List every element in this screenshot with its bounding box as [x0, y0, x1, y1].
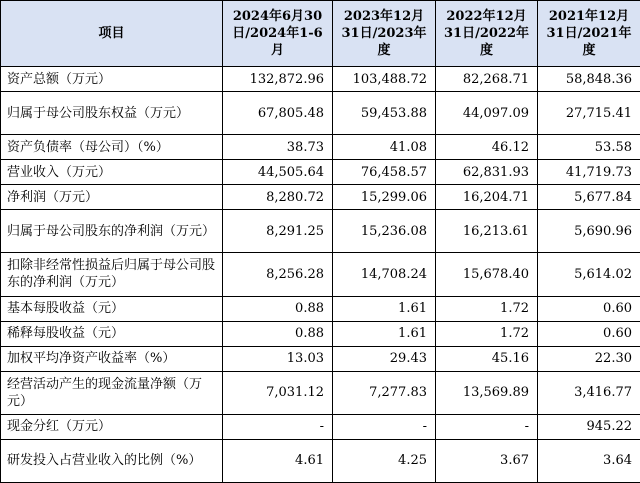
- cell-value: 7,277.83: [333, 371, 436, 414]
- table-row: [1, 321, 640, 346]
- cell-value: 1.72: [436, 296, 538, 321]
- table-row: [1, 296, 640, 321]
- cell-value: 22.30: [538, 346, 640, 371]
- cell-value: 41.08: [333, 135, 436, 160]
- cell-value: 16,213.61: [436, 210, 538, 253]
- row-label: 加权平均净资产收益率（%）: [1, 346, 223, 371]
- cell-value: 0.88: [223, 321, 333, 346]
- header-period-2023: 2023年12月31日/2023年度: [333, 1, 436, 67]
- header-item: 项目: [1, 1, 223, 67]
- header-period-2022: 2022年12月31日/2022年度: [436, 1, 538, 67]
- cell-value: 62,831.93: [436, 160, 538, 185]
- cell-value: 4.25: [333, 439, 436, 482]
- cell-value: 0.60: [538, 296, 640, 321]
- cell-value: 132,872.96: [223, 67, 333, 92]
- cell-value: 15,236.08: [333, 210, 436, 253]
- cell-value: 46.12: [436, 135, 538, 160]
- cell-value: 27,715.41: [538, 92, 640, 135]
- table-row: [1, 346, 640, 371]
- cell-value: -: [223, 414, 333, 439]
- cell-value: 41,719.73: [538, 160, 640, 185]
- cell-value: 8,256.28: [223, 253, 333, 296]
- cell-value: 1.61: [333, 321, 436, 346]
- table-row: [1, 253, 640, 296]
- cell-value: 4.61: [223, 439, 333, 482]
- cell-value: 45.16: [436, 346, 538, 371]
- cell-value: 15,299.06: [333, 185, 436, 210]
- cell-value: 7,031.12: [223, 371, 333, 414]
- cell-value: 3.67: [436, 439, 538, 482]
- row-label: 归属于母公司股东权益（万元）: [1, 92, 223, 135]
- cell-value: 3,416.77: [538, 371, 640, 414]
- cell-value: 14,708.24: [333, 253, 436, 296]
- cell-value: 1.72: [436, 321, 538, 346]
- cell-value: 0.88: [223, 296, 333, 321]
- cell-value: 16,204.71: [436, 185, 538, 210]
- cell-value: 13.03: [223, 346, 333, 371]
- cell-value: 5,614.02: [538, 253, 640, 296]
- cell-value: 103,488.72: [333, 67, 436, 92]
- row-label: 资产总额（万元）: [1, 67, 223, 92]
- row-label: 营业收入（万元）: [1, 160, 223, 185]
- cell-value: 945.22: [538, 414, 640, 439]
- cell-value: 5,677.84: [538, 185, 640, 210]
- cell-value: -: [436, 414, 538, 439]
- table-row: [1, 371, 640, 414]
- cell-value: -: [333, 414, 436, 439]
- cell-value: 3.64: [538, 439, 640, 482]
- cell-value: 59,453.88: [333, 92, 436, 135]
- cell-value: 5,690.96: [538, 210, 640, 253]
- cell-value: 8,280.72: [223, 185, 333, 210]
- table-row: [1, 210, 640, 253]
- cell-value: 8,291.25: [223, 210, 333, 253]
- row-label: 基本每股收益（元）: [1, 296, 223, 321]
- cell-value: 67,805.48: [223, 92, 333, 135]
- cell-value: 0.60: [538, 321, 640, 346]
- row-label: 稀释每股收益（元）: [1, 321, 223, 346]
- table-row: [1, 67, 640, 92]
- cell-value: 44,505.64: [223, 160, 333, 185]
- row-label: 现金分红（万元）: [1, 414, 223, 439]
- table-row: [1, 135, 640, 160]
- table-header-row: [1, 1, 640, 67]
- cell-value: 15,678.40: [436, 253, 538, 296]
- header-period-2021: 2021年12月31日/2021年度: [538, 1, 640, 67]
- row-label: 归属于母公司股东的净利润（万元）: [1, 210, 223, 253]
- cell-value: 82,268.71: [436, 67, 538, 92]
- row-label: 扣除非经常性损益后归属于母公司股东的净利润（万元）: [1, 253, 223, 296]
- cell-value: 1.61: [333, 296, 436, 321]
- cell-value: 58,848.36: [538, 67, 640, 92]
- cell-value: 44,097.09: [436, 92, 538, 135]
- cell-value: 38.73: [223, 135, 333, 160]
- cell-value: 53.58: [538, 135, 640, 160]
- table-row: [1, 414, 640, 439]
- table-row: [1, 160, 640, 185]
- table-row: [1, 439, 640, 482]
- row-label: 研发投入占营业收入的比例（%）: [1, 439, 223, 482]
- row-label: 资产负债率（母公司）（%）: [1, 135, 223, 160]
- cell-value: 29.43: [333, 346, 436, 371]
- row-label: 经营活动产生的现金流量净额（万元）: [1, 371, 223, 414]
- cell-value: 13,569.89: [436, 371, 538, 414]
- cell-value: 76,458.57: [333, 160, 436, 185]
- header-period-2024h1: 2024年6月30日/2024年1-6月: [223, 1, 333, 67]
- table-row: [1, 92, 640, 135]
- row-label: 净利润（万元）: [1, 185, 223, 210]
- table-row: [1, 185, 640, 210]
